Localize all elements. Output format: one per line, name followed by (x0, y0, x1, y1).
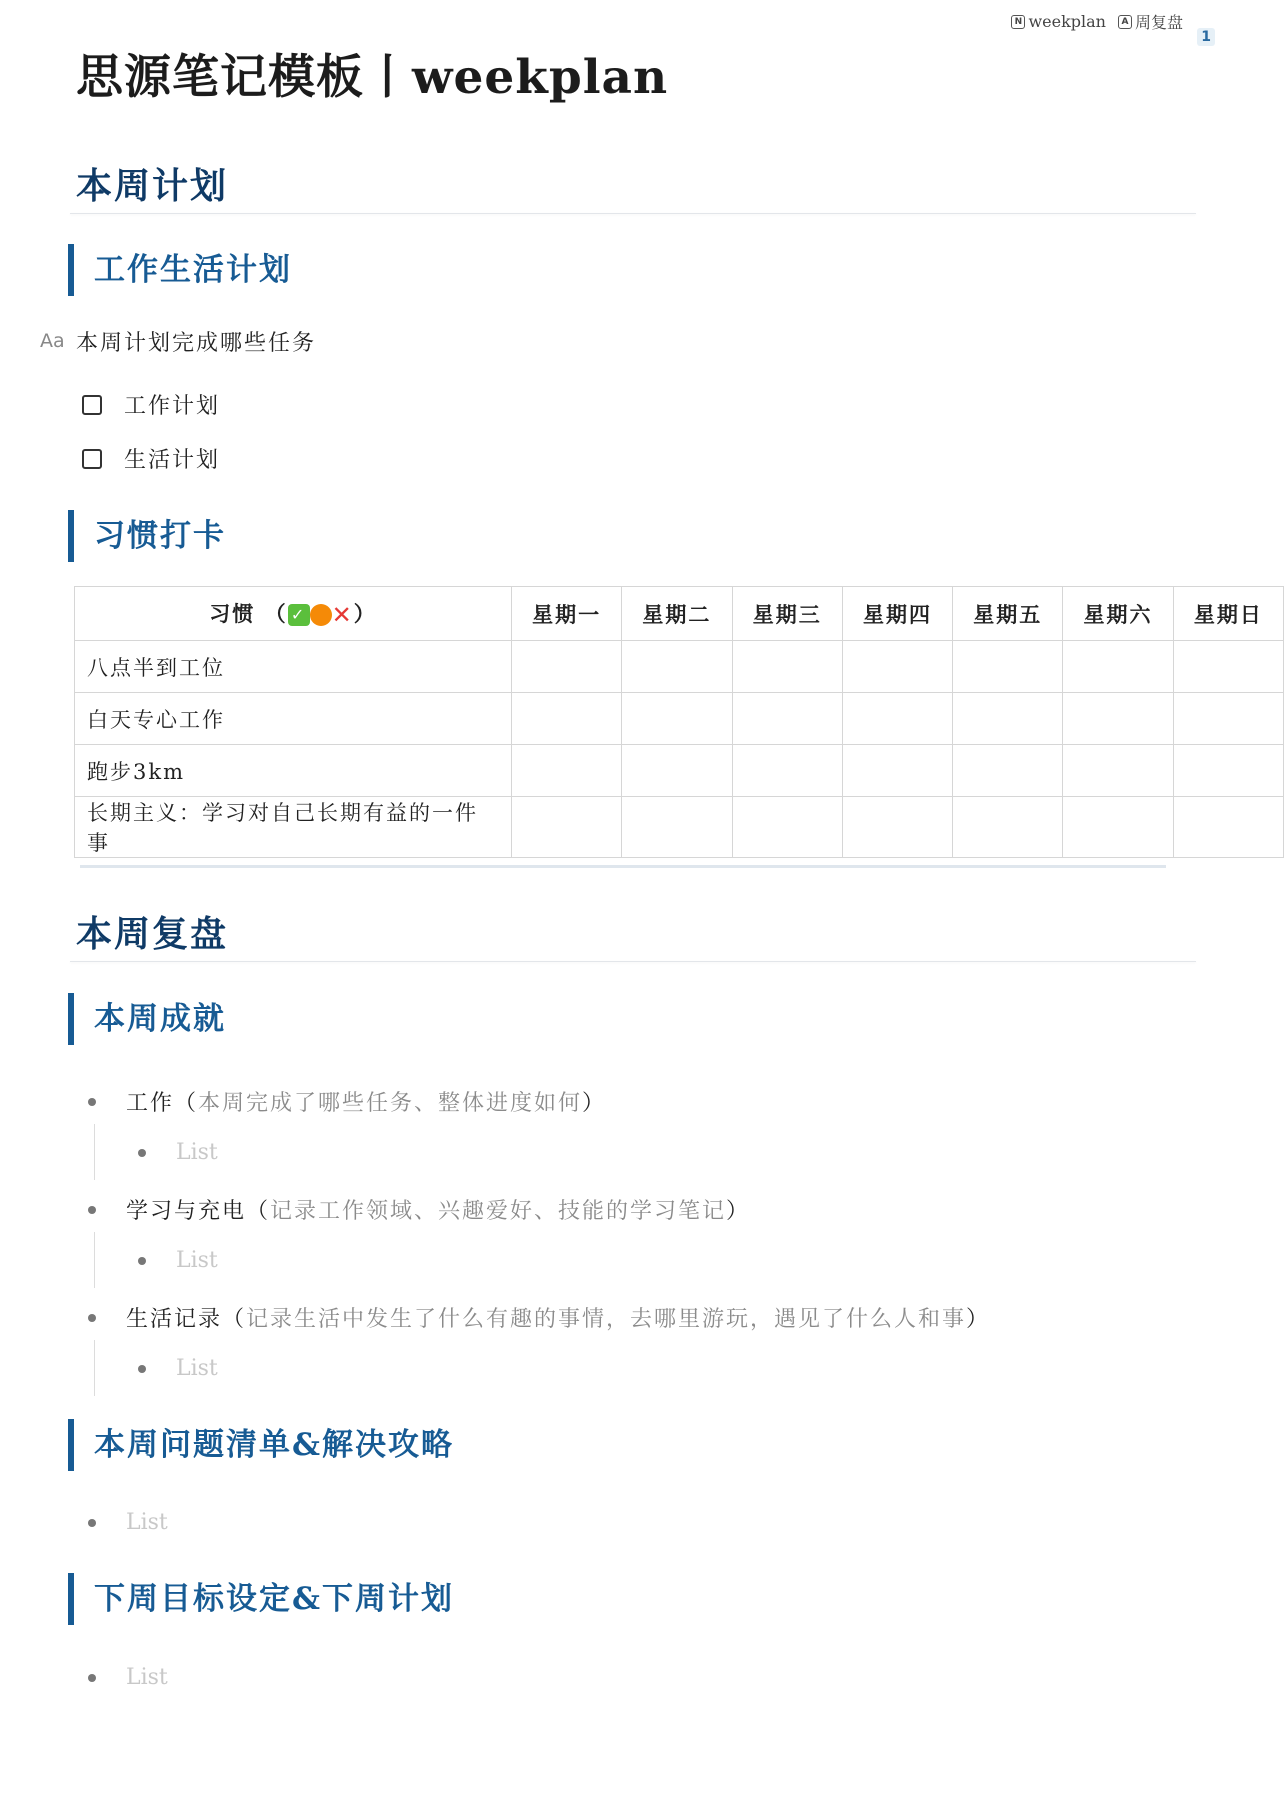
day-cell[interactable] (622, 797, 732, 858)
habit-column-header[interactable] (75, 587, 512, 641)
note-text: 记录生活中发生了什么有趣的事情，去哪里游玩，遇见了什么人和事 (246, 1307, 967, 1332)
task-label[interactable]: 工作计划 (124, 394, 221, 419)
day-header[interactable]: 星期二 (622, 587, 732, 641)
tag-review-label: 周复盘 (1134, 13, 1183, 32)
day-cell[interactable] (1173, 641, 1283, 693)
task-checkbox[interactable] (82, 449, 102, 469)
day-cell[interactable] (732, 693, 842, 745)
task-item (82, 389, 220, 420)
day-cell[interactable] (732, 745, 842, 797)
heading-achievements[interactable]: 本周成就 (68, 993, 226, 1045)
day-cell[interactable] (842, 797, 952, 858)
bullet-icon[interactable] (138, 1365, 146, 1373)
day-cell[interactable] (732, 797, 842, 858)
bullet-icon[interactable] (138, 1257, 146, 1265)
day-cell[interactable] (512, 797, 622, 858)
list-item[interactable] (88, 1665, 168, 1690)
bullet-icon[interactable] (88, 1519, 96, 1527)
list-placeholder: List (126, 1665, 168, 1690)
day-cell[interactable] (953, 693, 1063, 745)
list-item[interactable] (88, 1302, 990, 1333)
tag-icon: A (1118, 15, 1132, 29)
bullet-icon[interactable] (138, 1149, 146, 1157)
list-placeholder: List (126, 1510, 168, 1535)
list-placeholder: List (176, 1248, 218, 1273)
habit-table (74, 586, 1284, 858)
tag-weekplan-label: weekplan (1028, 12, 1106, 31)
table-row (75, 797, 1284, 858)
habit-cell[interactable]: 白天专心工作 (75, 693, 512, 745)
bullet-icon[interactable] (88, 1098, 96, 1106)
list-item-label: 生活记录 (126, 1307, 223, 1332)
check-mark-icon: ✓ (288, 604, 310, 626)
habit-cell[interactable]: 长期主义：学习对自己长期有益的一件事 (75, 797, 512, 858)
bullet-icon[interactable] (88, 1314, 96, 1322)
day-header[interactable]: 星期一 (512, 587, 622, 641)
list-item[interactable] (88, 1086, 606, 1117)
orange-circle-icon (310, 604, 332, 626)
list-item[interactable] (138, 1248, 218, 1273)
heading-divider (70, 213, 1196, 214)
bullet-icon[interactable] (88, 1674, 96, 1682)
habit-status-legend: （ ✓ ✕） (264, 600, 377, 630)
day-cell[interactable] (842, 745, 952, 797)
plan-intro-text[interactable]: 本周计划完成哪些任务 (76, 331, 317, 356)
day-cell[interactable] (732, 641, 842, 693)
day-cell[interactable] (953, 641, 1063, 693)
nested-list-guide (94, 1232, 95, 1288)
font-style-icon[interactable]: Aa (40, 330, 65, 352)
day-cell[interactable] (1063, 797, 1173, 858)
day-cell[interactable] (622, 745, 732, 797)
list-item-note: （本周完成了哪些任务、整体进度如何） (174, 1091, 607, 1116)
day-cell[interactable] (512, 641, 622, 693)
nested-list-guide (94, 1340, 95, 1396)
notebook-icon: N (1011, 15, 1025, 29)
list-item-label: 学习与充电 (126, 1199, 247, 1224)
day-cell[interactable] (1063, 693, 1173, 745)
task-label[interactable]: 生活计划 (124, 448, 221, 473)
task-checkbox[interactable] (82, 395, 102, 415)
tag-weekplan[interactable] (1011, 10, 1106, 33)
habit-cell[interactable]: 八点半到工位 (75, 641, 512, 693)
list-item-label: 工作 (126, 1091, 175, 1116)
heading-habit-tracking[interactable]: 习惯打卡 (68, 510, 226, 562)
day-cell[interactable] (622, 641, 732, 693)
table-row (75, 745, 1284, 797)
list-item-note: （记录工作领域、兴趣爱好、技能的学习笔记） (246, 1199, 751, 1224)
table-row (75, 641, 1284, 693)
day-cell[interactable] (1063, 641, 1173, 693)
day-cell[interactable] (842, 693, 952, 745)
tag-review[interactable] (1118, 10, 1183, 33)
doc-tags (1011, 10, 1183, 33)
day-cell[interactable] (1063, 745, 1173, 797)
day-header[interactable]: 星期六 (1063, 587, 1173, 641)
list-placeholder: List (176, 1356, 218, 1381)
day-header[interactable]: 星期四 (842, 587, 952, 641)
day-cell[interactable] (953, 797, 1063, 858)
document-title[interactable]: 思源笔记模板丨weekplan (76, 50, 669, 105)
day-header[interactable]: 星期五 (953, 587, 1063, 641)
list-item[interactable] (138, 1140, 218, 1165)
day-header[interactable]: 星期日 (1173, 587, 1283, 641)
habit-cell[interactable]: 跑步3km (75, 745, 512, 797)
day-cell[interactable] (512, 745, 622, 797)
table-header-row (75, 587, 1284, 641)
day-cell[interactable] (842, 641, 952, 693)
page-count-badge[interactable]: 1 (1197, 28, 1215, 46)
list-item-note: （记录生活中发生了什么有趣的事情，去哪里游玩，遇见了什么人和事） (222, 1307, 991, 1332)
heading-divider (70, 961, 1196, 962)
heading-weekly-plan[interactable]: 本周计划 (76, 165, 229, 207)
heading-weekly-review[interactable]: 本周复盘 (76, 913, 229, 955)
heading-problems-solutions[interactable]: 本周问题清单&解决攻略 (68, 1419, 454, 1471)
habit-table-wrapper (74, 586, 1263, 858)
day-cell[interactable] (1173, 693, 1283, 745)
day-header[interactable]: 星期三 (732, 587, 842, 641)
table-scrollbar[interactable] (80, 865, 1166, 868)
bullet-icon[interactable] (88, 1206, 96, 1214)
table-row (75, 693, 1284, 745)
note-text: 记录工作领域、兴趣爱好、技能的学习笔记 (270, 1199, 727, 1224)
day-cell[interactable] (1173, 745, 1283, 797)
list-item[interactable] (138, 1356, 218, 1381)
nested-list-guide (94, 1124, 95, 1180)
day-cell[interactable] (1173, 797, 1283, 858)
day-cell[interactable] (512, 693, 622, 745)
day-cell[interactable] (622, 693, 732, 745)
list-placeholder: List (176, 1140, 218, 1165)
heading-work-life-plan[interactable]: 工作生活计划 (68, 244, 292, 296)
task-item (82, 443, 220, 474)
heading-next-week-plan[interactable]: 下周目标设定&下周计划 (68, 1573, 454, 1625)
list-item[interactable] (88, 1194, 750, 1225)
day-cell[interactable] (953, 745, 1063, 797)
note-text: 本周完成了哪些任务、整体进度如何 (198, 1091, 583, 1116)
cross-mark-icon: ✕ (331, 601, 354, 630)
habit-header-label: 习惯 (209, 600, 256, 626)
list-item[interactable] (88, 1510, 168, 1535)
